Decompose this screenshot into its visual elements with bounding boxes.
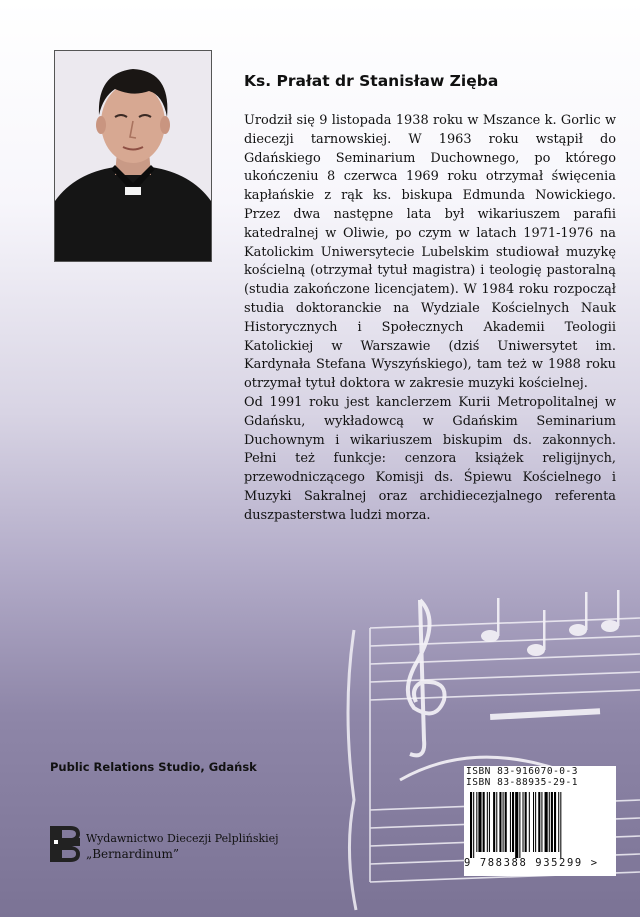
barcode-bar xyxy=(525,792,527,852)
barcode-number: 9 788388 935299 > xyxy=(464,857,599,869)
barcode-bar xyxy=(515,792,518,858)
barcode-bar xyxy=(499,792,501,852)
barcode-bar xyxy=(470,792,472,858)
isbn-barcode xyxy=(464,766,616,876)
biography xyxy=(244,112,616,526)
barcode-bar xyxy=(473,792,474,858)
barcode-bar xyxy=(538,792,540,852)
barcode-bar xyxy=(512,792,514,852)
barcode-bar xyxy=(493,792,495,852)
barcode-bar xyxy=(483,792,485,852)
biography-paragraph-1: Urodził się 9 listopada 1938 roku w Mszance k. Gorlic w diecezji tarnowskiej. W 1963 roku wstąpił do Gdańskiego Seminarium Duchownego, po którego ukończeniu 8 czerwca 1969 roku otrzymał święcenia kapłańskie z rąk ks. biskupa Edmunda Nowickiego. Przez dwa następne lata był wikariuszem parafii katedralnej w Oliwie, po czym w latach 1971-1976 na Katolickim Uniwersytecie Lubelskim studiował muzykę kościelną (otrzymał tytuł magistra) i teologię pastoralną (studia zakończone licencjatem). W 1984 roku rozpoczął studia doktoranckie na Wydziale Kościelnych Nauk Historycznych i Społecznych Akademii Teologii Katolickiej w Warszawie (dziś Uniwersytet im. Kardynała Stefana Wyszyńskiego), tam też w 1988 roku otrzymał tytuł doktora w zakresie muzyki kościelnej. xyxy=(244,113,616,392)
barcode-bar xyxy=(487,792,488,852)
bernardinum-logo-icon xyxy=(50,824,80,864)
publisher-name: Wydawnictwo Diecezji Pelplińskiej xyxy=(86,832,279,845)
barcode-bar xyxy=(489,792,490,852)
barcode-bar xyxy=(549,792,550,852)
publisher-imprint: „Bernardinum” xyxy=(86,847,179,861)
barcode-bar xyxy=(551,792,553,852)
barcode-bar xyxy=(519,792,520,858)
author-name: Ks. Prałat dr Stanisław Zięba xyxy=(244,72,499,90)
barcode-bar xyxy=(560,792,561,858)
isbn-1: ISBN 83-916070-0-3 xyxy=(466,766,578,777)
barcode-bar xyxy=(505,792,507,852)
barcode-bar xyxy=(535,792,536,852)
barcode-bar xyxy=(478,792,481,852)
publisher xyxy=(50,824,330,864)
barcode-bar xyxy=(554,792,556,852)
barcode-bar xyxy=(523,792,524,852)
priest-portrait-icon xyxy=(55,51,211,261)
barcode-bar xyxy=(541,792,542,852)
barcode-bar xyxy=(496,792,497,852)
barcode-bar xyxy=(529,792,530,852)
barcode-bar xyxy=(510,792,511,852)
studio-credit: Public Relations Studio, Gdańsk xyxy=(50,760,257,774)
barcode-bar xyxy=(533,792,534,852)
barcode-bar xyxy=(503,792,504,852)
barcode-bar xyxy=(476,792,477,852)
biography-paragraph-2: Od 1991 roku jest kanclerzem Kurii Metropolitalnej w Gdańsku, wykładowcą w Gdańskim Seminarium Duchownym i wikariuszem biskupim ds. zakonnych. Pełni też funkcje: cenzora książek religijnych, przewodniczącego Komisji ds. Śpiewu Kościelnego i Muzyki Sakralnej oraz archidiecezjalnego referenta duszpasterstwa ludzi morza. xyxy=(244,394,616,523)
barcode-bars-icon xyxy=(468,792,612,858)
barcode-bar xyxy=(558,792,559,852)
author-photo xyxy=(54,50,212,262)
barcode-bar xyxy=(545,792,548,852)
isbn-2: ISBN 83-88935-29-1 xyxy=(466,777,578,788)
